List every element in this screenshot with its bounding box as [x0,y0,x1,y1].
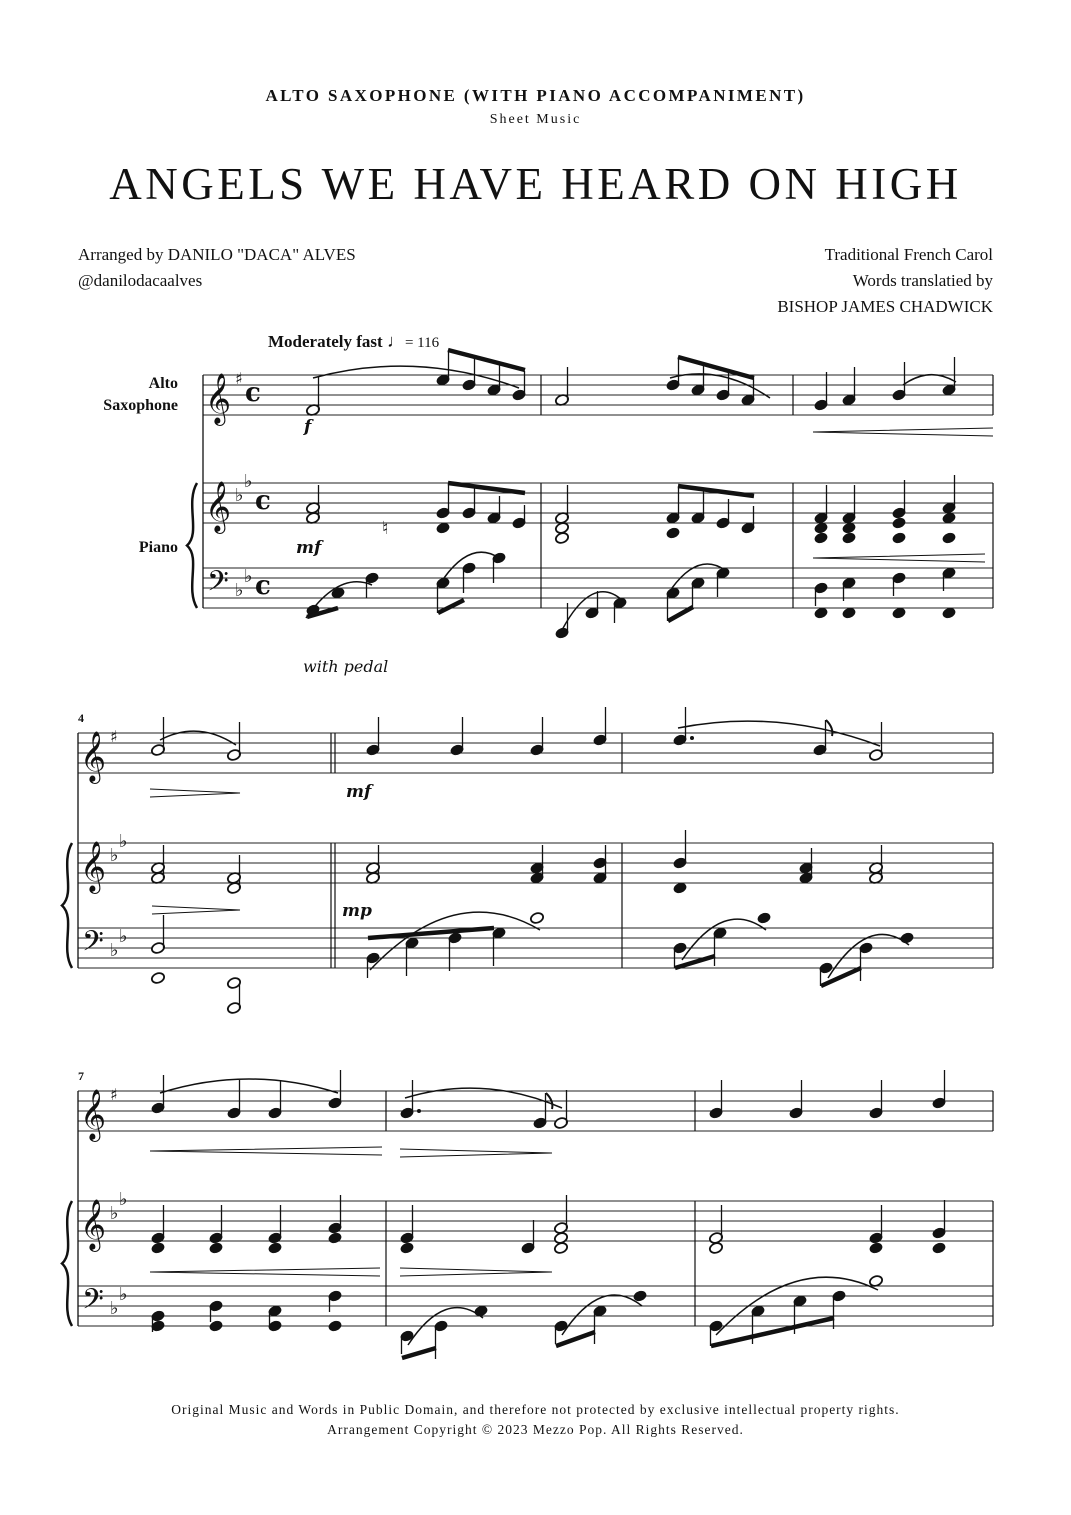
key-flat-icon: ♭ [244,566,253,587]
notehead [709,1242,724,1255]
key-flat-icon: ♭ [119,831,128,852]
key-sharp-icon: ♯ [235,369,243,388]
notes [151,350,957,1359]
supertitle: ALTO SAXOPHONE (WITH PIANO ACCOMPANIMENT) [265,86,806,105]
beam [448,483,525,493]
crescendo-hairpin [150,1147,382,1155]
key-flat-icon: ♭ [110,1298,119,1319]
crescendo-hairpin [813,554,985,562]
common-time-icon: c [245,378,261,408]
piano-brace [62,1201,72,1326]
notehead [814,532,829,545]
treble-clef-icon: 𝄞 [80,1089,107,1140]
slur [903,375,956,385]
copyright-line-1: Original Music and Words in Public Domain, and therefore not protected by exclusive intellectual property rights. [171,1402,900,1417]
slur [828,934,909,978]
notehead [328,1320,343,1333]
notehead [932,1242,947,1255]
notehead [400,1242,415,1255]
notehead [209,1242,224,1255]
treble-clef-icon: 𝄞 [80,841,107,892]
arranger-name: Arranged by DANILO "DACA" ALVES [78,245,356,264]
song-title: ANGELS WE HAVE HEARD ON HIGH [109,159,962,209]
arranger-handle: @danilodacaalves [78,271,203,290]
notehead [842,532,857,545]
instrument-label-saxophone-line2: Saxophone [103,397,178,414]
crescendo-hairpin [813,428,993,436]
crescendo-hairpin [150,1268,380,1276]
key-flat-icon: ♭ [110,940,119,961]
notehead [151,1242,166,1255]
beam [438,600,464,613]
notehead [892,532,907,545]
treble-clef-icon: 𝄞 [80,731,107,782]
translation-label: Words translatied by [852,271,993,290]
piano-brace [62,843,72,968]
common-time-icon: c [255,571,271,601]
treble-clef-icon: 𝄞 [205,373,232,424]
key-flat-icon: ♭ [235,485,244,506]
dynamic-mezzo-forte: mf [346,782,372,802]
natural-accidental-icon: ♮ [382,518,389,539]
beam [448,350,525,370]
translator-name: BISHOP JAMES CHADWICK [777,297,993,316]
key-flat-icon: ♭ [119,1189,128,1210]
key-sharp-icon: ♯ [110,727,118,746]
notehead [328,1232,343,1245]
notehead [151,972,166,985]
treble-clef-icon: 𝄞 [205,481,232,532]
notehead [666,527,681,540]
notehead [554,1242,569,1255]
quarter-note-icon: ♩ [386,331,405,351]
beam [402,1348,436,1358]
bass-clef-icon: 𝄢 [82,1283,104,1323]
flag [826,720,832,736]
notehead [900,932,915,945]
decrescendo-hairpin [152,906,240,914]
instrument-label-piano: Piano [138,539,178,556]
pedal-marking: with pedal [303,657,389,676]
beam [668,607,693,621]
subtitle: Sheet Music [489,112,582,127]
beam [678,486,754,496]
notehead [942,532,957,545]
notehead [869,1242,884,1255]
dot [417,1109,421,1113]
dot [690,736,694,740]
key-flat-icon: ♭ [244,471,253,492]
bass-clef-icon: 𝄢 [207,565,229,605]
copyright-line-2: Arrangement Copyright © 2023 Mezzo Pop. All Rights Reserved. [327,1422,744,1437]
tempo-bpm: = 116 [404,335,440,351]
beam [368,928,494,938]
decrescendo-hairpin [400,1268,552,1276]
key-flat-icon: ♭ [110,845,119,866]
notehead [757,912,772,925]
key-flat-icon: ♭ [119,926,128,947]
slur [678,721,880,746]
tempo-text: Moderately fast [268,332,383,351]
notehead [268,1242,283,1255]
copyright-footer [0,1400,1071,1440]
dynamic-mezzo-piano: mp [342,901,372,921]
composer-origin: Traditional French Carol [824,245,993,264]
slur [682,919,766,960]
treble-clef-icon: 𝄞 [80,1199,107,1250]
piano-brace [187,483,197,608]
key-sharp-icon: ♯ [110,1085,118,1104]
key-flat-icon: ♭ [235,580,244,601]
notehead [530,912,545,925]
measure-number-7: 7 [78,1069,84,1083]
bass-clef-icon: 𝄢 [82,925,104,965]
decrescendo-hairpin [150,789,240,797]
dynamic-mezzo-forte: mf [296,538,322,558]
common-time-icon: c [255,486,271,516]
key-flat-icon: ♭ [119,1284,128,1305]
dynamic-forte: f [304,417,312,437]
notehead [892,517,907,530]
instrument-label-saxophone-line1: Alto [148,375,178,392]
key-flat-icon: ♭ [110,1203,119,1224]
measure-number-4: 4 [78,711,84,725]
decrescendo-hairpin [400,1149,552,1157]
